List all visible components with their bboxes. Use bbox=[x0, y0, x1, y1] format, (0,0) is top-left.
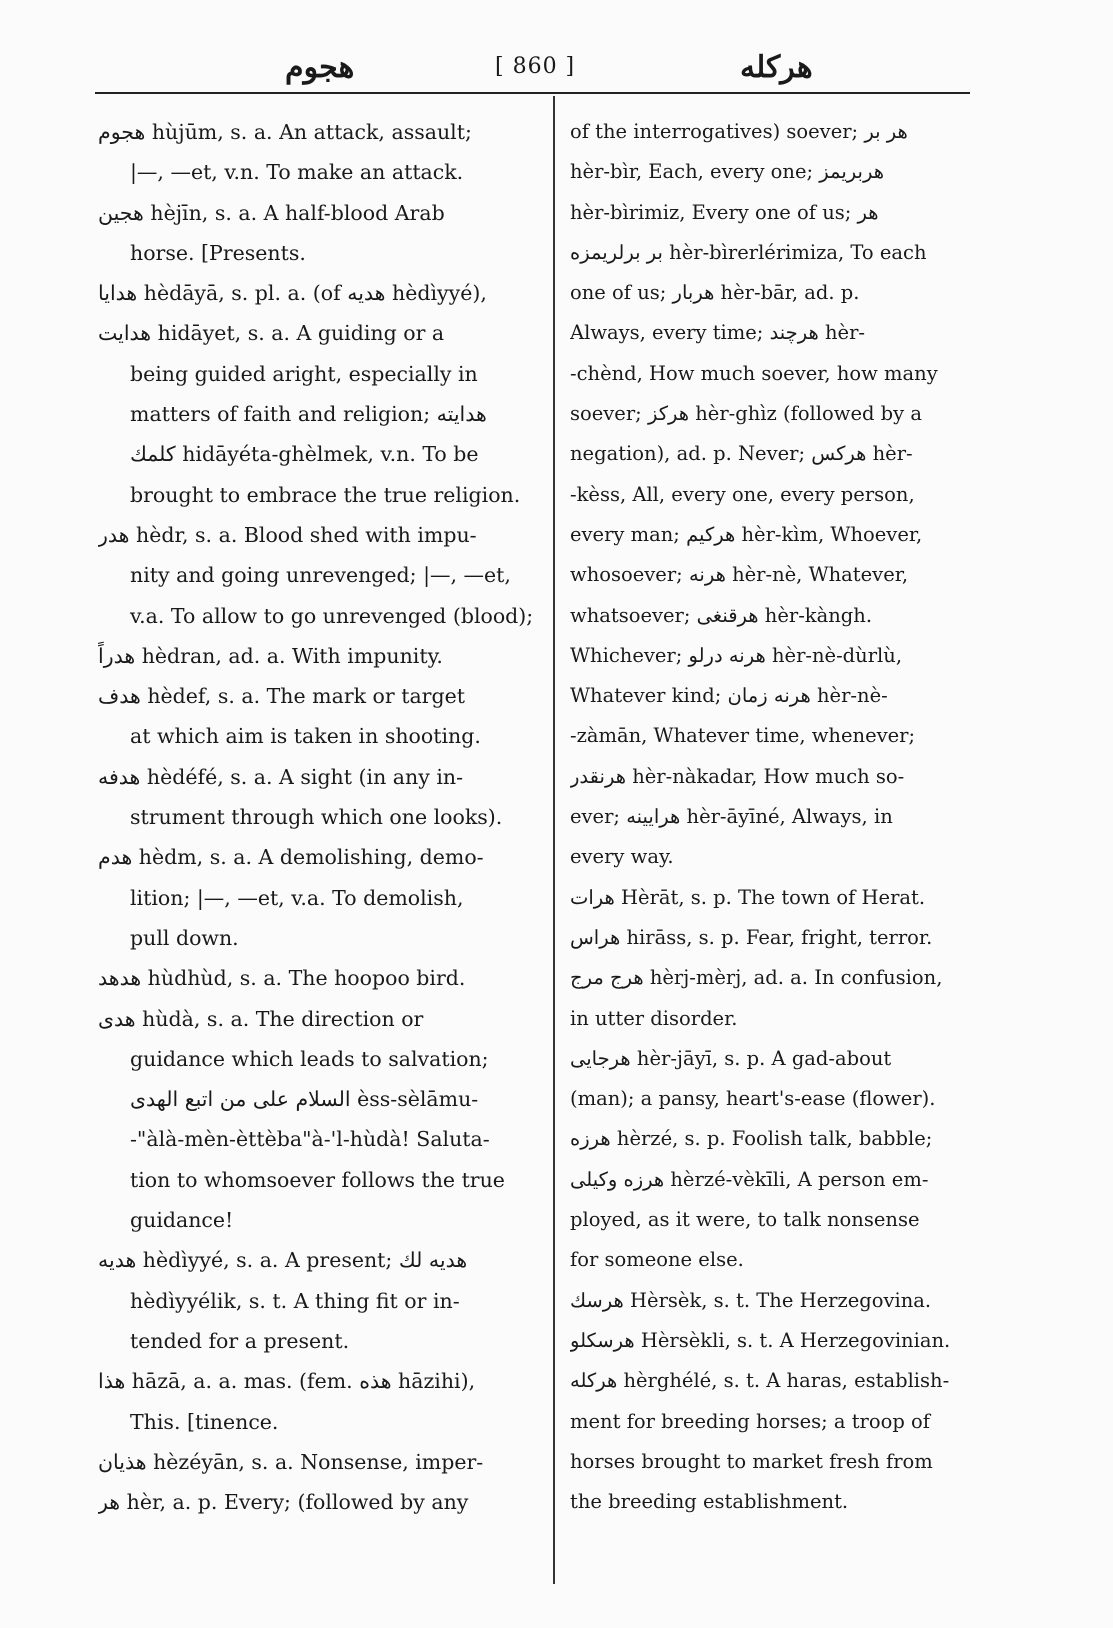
entry-line: whosoever; هرنه hèr-nè, Whatever, bbox=[570, 563, 909, 587]
entry-line: هرات Hèrāt, s. p. The town of Herat. bbox=[570, 885, 926, 909]
entry-line: hèr-bìr, Each, every one; هربريمز bbox=[570, 160, 884, 184]
entry-line: Whatever kind; هرنه زمان hèr-nè- bbox=[570, 684, 888, 708]
entry-line: هجين hèjīn, s. a. A half-blood Arab bbox=[98, 200, 445, 225]
entry-line: هذا hāzā, a. a. mas. (fem. هذه hāzihi), bbox=[98, 1369, 476, 1394]
entry-line: هدف hèdef, s. a. The mark or target bbox=[98, 684, 465, 709]
entry-line: هذيان hèzéyān, s. a. Nonsense, imper- bbox=[98, 1449, 484, 1474]
page-number: [ 860 ] bbox=[495, 54, 576, 79]
entry-line: بر برلريمزه hèr-bìrerlérimiza, To each bbox=[570, 240, 927, 264]
entry-line: v.a. To allow to go unrevenged (blood); bbox=[130, 603, 534, 628]
entry-line: هراس hirāss, s. p. Fear, fright, terror. bbox=[570, 925, 933, 949]
entry-line: of the interrogatives) soever; هر بر bbox=[570, 120, 908, 143]
entry-line: matters of faith and religion; هدايته bbox=[130, 402, 487, 427]
entry-line: هرجايى hèr-jāyī, s. p. A gad-about bbox=[570, 1046, 892, 1070]
entry-line: hèdìyyélik, s. t. A thing fit or in- bbox=[130, 1288, 460, 1313]
entry-line: هدى hùdà, s. a. The direction or bbox=[98, 1006, 424, 1031]
entry-line: the breeding establishment. bbox=[570, 1490, 849, 1514]
header-right-word: هركله bbox=[740, 50, 813, 85]
entry-line: -chènd, How much soever, how many bbox=[570, 361, 938, 385]
entry-line: هدراً hèdran, ad. a. With impunity. bbox=[98, 643, 443, 668]
entry-line: هدايا hèdāyā, s. pl. a. (of هديه hèdìyyé), bbox=[98, 281, 487, 306]
entry-line: tended for a present. bbox=[130, 1328, 350, 1353]
entry-line: Always, every time; هرچند hèr- bbox=[570, 321, 865, 345]
entry-line: every man; هركيم hèr-kìm, Whoever, bbox=[570, 522, 923, 546]
entry-line: هدايت hidāyet, s. a. A guiding or a bbox=[98, 321, 445, 346]
entry-line: هرزه وكيلى hèrzé-vèkīli, A person em- bbox=[570, 1167, 929, 1191]
entry-line: hèr-bìrimiz, Every one of us; هر bbox=[570, 200, 879, 224]
entry-line: ever; هرايينه hèr-āyīné, Always, in bbox=[570, 805, 893, 829]
entry-line: هدر hèdr, s. a. Blood shed with impu- bbox=[98, 522, 477, 547]
entry-line: This. [tinence. bbox=[130, 1409, 279, 1434]
entry-line: at which aim is taken in shooting. bbox=[130, 724, 481, 749]
entry-line: هديه hèdìyyé, s. a. A present; هديه لك bbox=[98, 1248, 468, 1273]
entry-line: horses brought to market fresh from bbox=[570, 1449, 933, 1473]
entry-line: هدهد hùdhùd, s. a. The hoopoo bird. bbox=[98, 966, 466, 991]
entry-line: كلمك hidāyéta-ghèlmek, v.n. To be bbox=[130, 442, 479, 467]
entry-line: هرج مرج hèrj-mèrj, ad. a. In confusion, bbox=[570, 966, 943, 990]
entry-line: -"àlà-mèn-èttèba"à-'l-hùdà! Saluta- bbox=[130, 1127, 490, 1152]
header-rule bbox=[95, 92, 970, 94]
entry-line: being guided aright, especially in bbox=[130, 361, 478, 386]
entry-line: ment for breeding horses; a troop of bbox=[570, 1409, 930, 1433]
entry-line: negation), ad. p. Never; هركس hèr- bbox=[570, 442, 913, 466]
entry-line: brought to embrace the true religion. bbox=[130, 482, 521, 507]
entry-line: whatsoever; هرقنغى hèr-kàngh. bbox=[570, 603, 873, 627]
entry-line: هجوم hùjūm, s. a. An attack, assault; bbox=[98, 120, 472, 144]
entry-line: السلام على من اتبع الهدى èss-sèlāmu- bbox=[130, 1087, 479, 1112]
header-left-word: هجوم bbox=[285, 50, 355, 85]
entry-line: -kèss, All, every one, every person, bbox=[570, 482, 915, 506]
entry-line: tion to whomsoever follows the true bbox=[130, 1167, 505, 1192]
entry-line: (man); a pansy, heart's-ease (flower). bbox=[570, 1087, 936, 1111]
entry-line: Whichever; هرنه درلو hèr-nè-dùrlù, bbox=[570, 643, 903, 667]
left-column bbox=[98, 112, 538, 1522]
entry-line: nity and going unrevenged; |—, —et, bbox=[130, 563, 511, 588]
entry-line: هركله hèrghélé, s. t. A haras, establish- bbox=[570, 1369, 950, 1393]
page-header bbox=[95, 44, 970, 88]
entry-line: strument through which one looks). bbox=[130, 805, 503, 830]
entry-line: in utter disorder. bbox=[570, 1006, 738, 1030]
entry-line: for someone else. bbox=[570, 1248, 744, 1272]
entry-line: one of us; هربار hèr-bār, ad. p. bbox=[570, 281, 860, 305]
entry-line: soever; هركز hèr-ghìz (followed by a bbox=[570, 402, 923, 426]
entry-line: هدم hèdm, s. a. A demolishing, demo- bbox=[98, 845, 484, 870]
entry-line: هر hèr, a. p. Every; (followed by any bbox=[98, 1490, 469, 1515]
entry-line: guidance! bbox=[130, 1208, 234, 1233]
entry-line: هدفه hèdéfé, s. a. A sight (in any in- bbox=[98, 764, 463, 789]
entry-line: ployed, as it were, to talk nonsense bbox=[570, 1208, 920, 1232]
entry-line: guidance which leads to salvation; bbox=[130, 1046, 489, 1071]
entry-line: |—, —et, v.n. To make an attack. bbox=[130, 160, 464, 185]
entry-line: هرزه hèrzé, s. p. Foolish talk, babble; bbox=[570, 1127, 933, 1151]
column-divider bbox=[553, 96, 555, 1584]
entry-line: lition; |—, —et, v.a. To demolish, bbox=[130, 885, 464, 910]
entry-line: هرنقدر hèr-nàkadar, How much so- bbox=[570, 764, 905, 788]
entry-line: pull down. bbox=[130, 925, 239, 950]
entry-line: هرسكلو Hèrsèkli, s. t. A Herzegovinian. bbox=[570, 1328, 951, 1352]
entry-line: -zàmān, Whatever time, whenever; bbox=[570, 724, 916, 748]
entry-line: horse. [Presents. bbox=[130, 240, 306, 265]
right-column bbox=[570, 112, 965, 1522]
entry-line: هرسك Hèrsèk, s. t. The Herzegovina. bbox=[570, 1288, 932, 1312]
entry-line: every way. bbox=[570, 845, 674, 869]
